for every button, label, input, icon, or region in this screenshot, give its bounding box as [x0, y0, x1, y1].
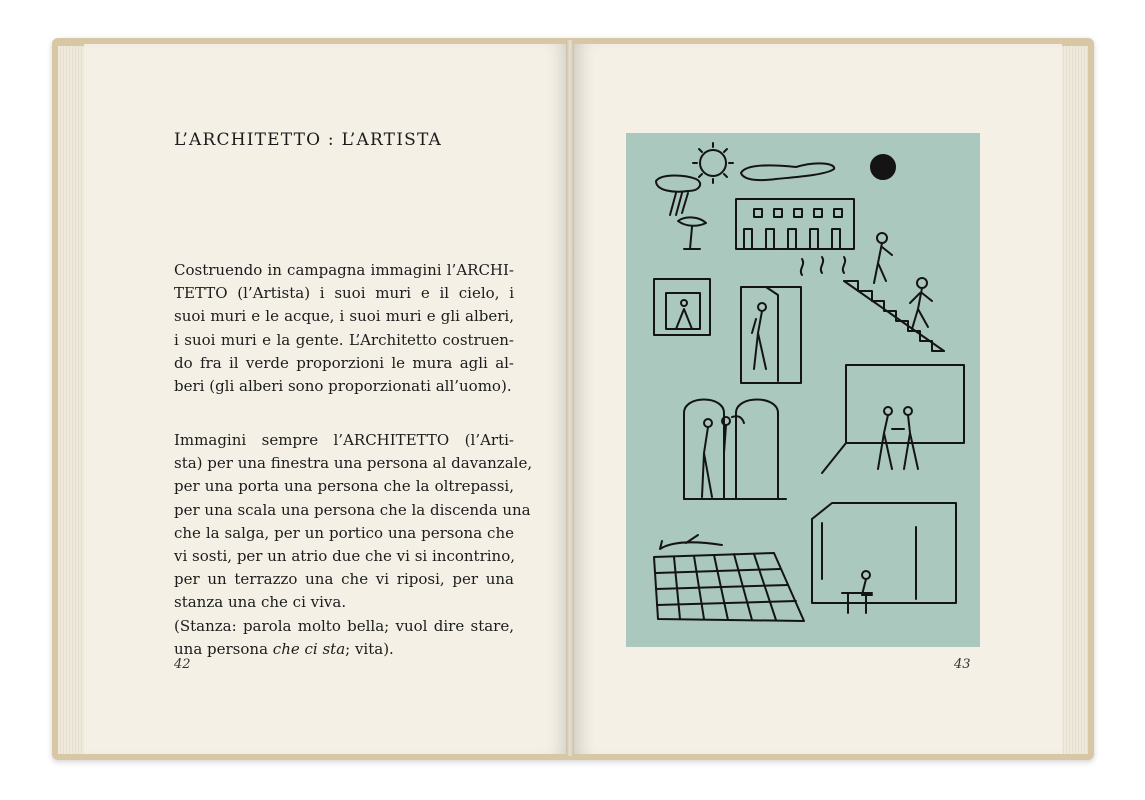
room-drawing	[812, 519, 956, 603]
final-line-pre: una persona	[174, 639, 273, 658]
paragraph-1-line: do fra il verde proporzioni le mura agli al-	[174, 353, 514, 372]
book-gutter	[566, 40, 574, 756]
paragraph-2-line: vi sosti, per un atrio due che vi si incontrino,	[174, 547, 515, 566]
paragraph-2-line: sta) per una finestra una persona al davanzale,	[174, 454, 533, 473]
paragraph-2-line: che la salga, per un portico una persona che	[174, 523, 514, 542]
chapter-title: L’ARCHITETTO : L’ARTISTA	[174, 130, 443, 150]
paragraph-1-line: Costruendo in campagna immagini l’ARCHI-	[174, 261, 514, 279]
paragraph-2-line-final	[174, 638, 514, 661]
final-line-italic: che ci sta	[272, 639, 346, 658]
left-page-edges	[58, 46, 84, 754]
paragraph-1-line: i suoi muri e la gente. L’Architetto costruen-	[174, 330, 514, 349]
paragraph-1-line: suoi muri e le acque, i suoi muri e gli alberi,	[174, 307, 514, 326]
moon-drawing	[871, 155, 895, 179]
door-drawing	[741, 287, 801, 383]
page-number-right: 43	[954, 657, 971, 672]
paragraph-2-line: stanza una che ci viva.	[174, 593, 347, 612]
paragraph-2-line: Immagini sempre l’ARCHITETTO (l’Arti-	[174, 431, 514, 449]
tree-drawing	[678, 217, 706, 225]
paragraph-2-line: (Stanza: parola molto bella; vuol dire stare,	[174, 616, 514, 635]
line-drawing	[626, 133, 980, 647]
paragraph-1-line: TETTO (l’Artista) i suoi muri e il cielo, i	[174, 284, 514, 303]
page-number-left: 42	[174, 657, 191, 672]
paragraph-2	[174, 429, 533, 661]
sun-drawing	[693, 143, 733, 183]
architect-illustration	[626, 133, 980, 647]
right-page-edges	[1060, 46, 1088, 754]
atrium-drawing	[846, 365, 964, 443]
final-line-post: ; vita).	[345, 639, 394, 658]
paragraph-2-line: per una scala una persona che la discenda una	[174, 500, 531, 519]
paragraph-1	[174, 259, 514, 398]
window-drawing	[654, 279, 710, 335]
paragraph-2-line: per un terrazzo una che vi riposi, per una	[174, 570, 514, 589]
rain-cloud-drawing	[656, 176, 700, 192]
paragraph-1-line: beri (gli alberi sono proporzionati all’uomo).	[174, 377, 512, 396]
cloud-drawing	[741, 163, 834, 180]
paragraph-2-line: per una porta una persona che la oltrepassi,	[174, 477, 514, 496]
